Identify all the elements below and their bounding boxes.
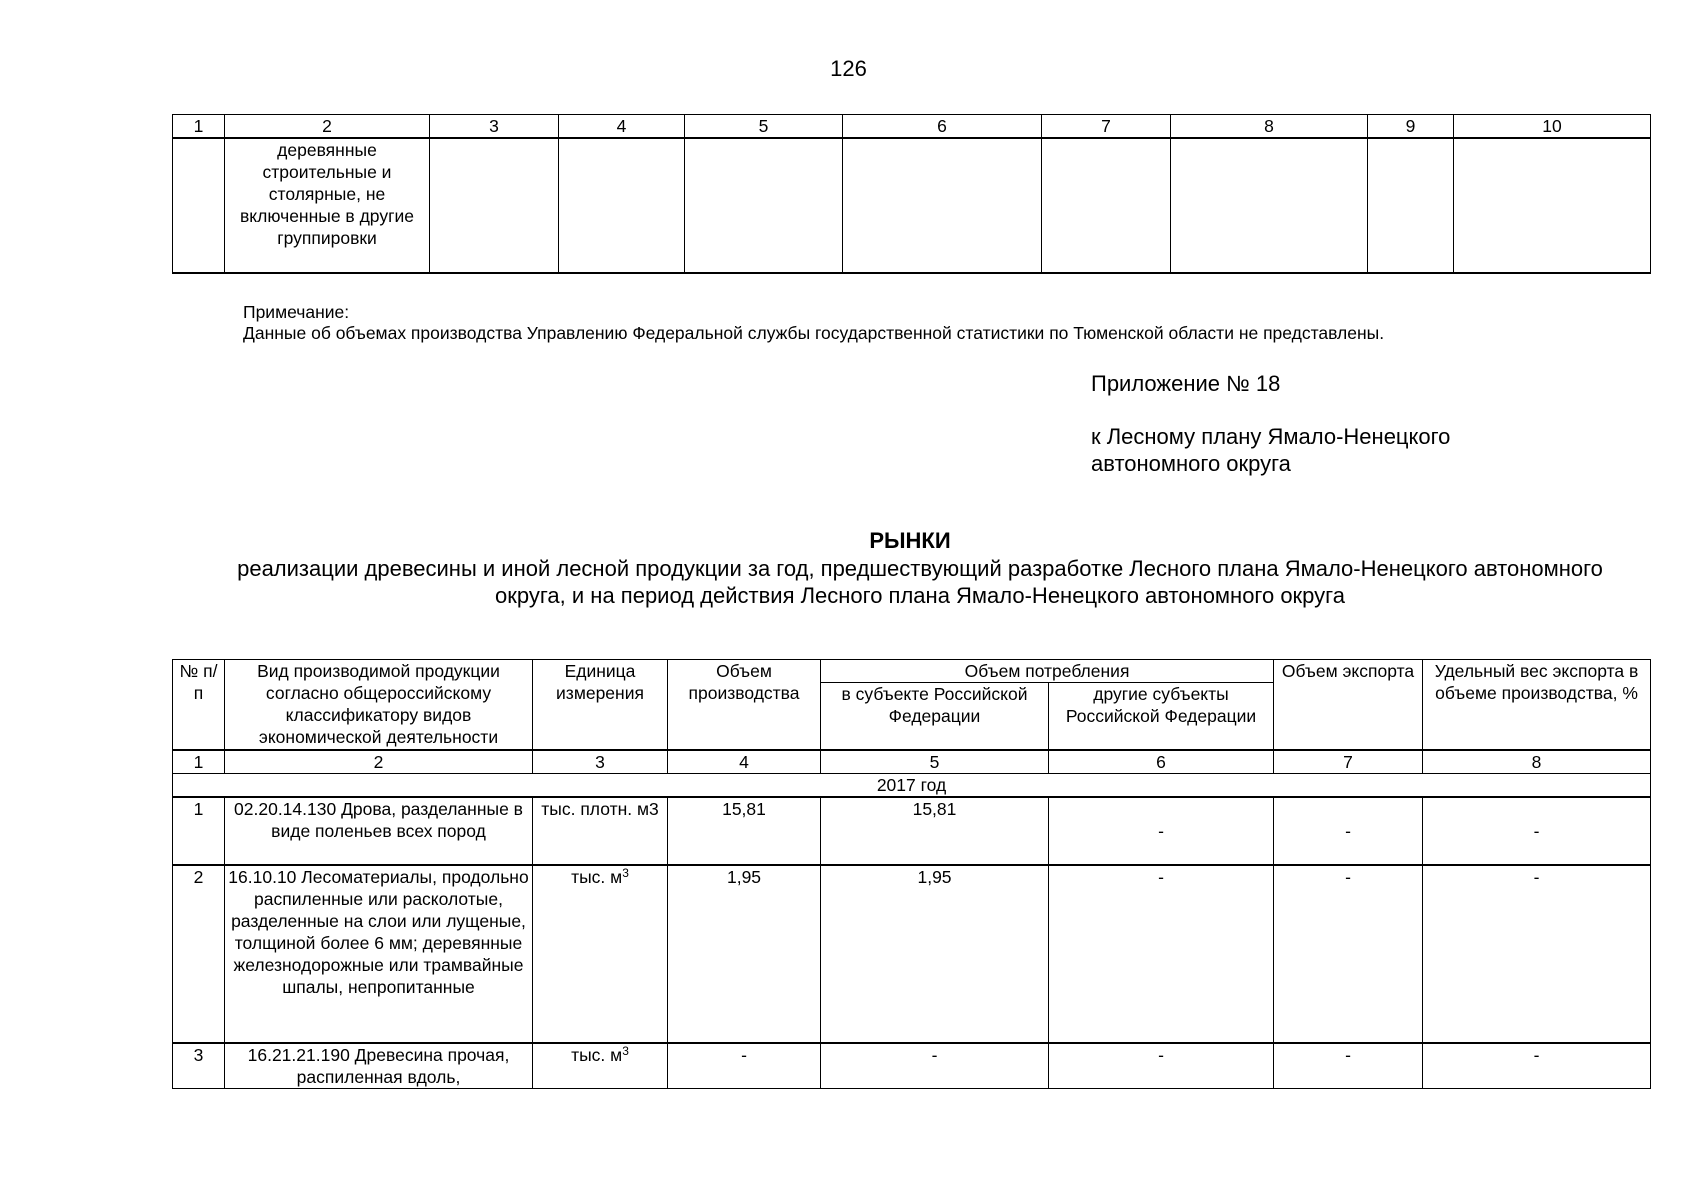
note-text: Данные об объемах производства Управлению Федеральной службы государственной статистики по Тюменской области не представлены. bbox=[243, 323, 1385, 343]
row-other-subjects: - bbox=[1049, 797, 1274, 865]
table-cell bbox=[843, 138, 1042, 273]
col-number: 3 bbox=[430, 115, 559, 139]
table-cell bbox=[430, 138, 559, 273]
col-number: 2 bbox=[225, 115, 430, 139]
unit-text: тыс. м bbox=[571, 867, 623, 887]
row-production: 1,95 bbox=[668, 865, 821, 1043]
row-num: 3 bbox=[173, 1043, 225, 1089]
row-in-subject: - bbox=[821, 1043, 1049, 1089]
row-product: 16.21.21.190 Древесина прочая, распиленная вдоль, bbox=[225, 1043, 533, 1089]
table-cell bbox=[1454, 138, 1651, 273]
table-row bbox=[173, 1043, 1651, 1089]
appendix-line: автономного округа bbox=[1091, 451, 1291, 476]
table-cell bbox=[1368, 138, 1454, 273]
row-export: - bbox=[1274, 797, 1423, 865]
row-unit bbox=[533, 865, 668, 1043]
table-cell bbox=[1042, 138, 1171, 273]
appendix-line: к Лесному плану Ямало-Ненецкого bbox=[1091, 424, 1451, 449]
col-number: 2 bbox=[225, 750, 533, 774]
appendix-number: Приложение № 18 bbox=[1091, 371, 1281, 396]
row-in-subject: 15,81 bbox=[821, 797, 1049, 865]
col-number: 8 bbox=[1171, 115, 1368, 139]
col-number: 3 bbox=[533, 750, 668, 774]
col-number: 7 bbox=[1042, 115, 1171, 139]
col-number: 7 bbox=[1274, 750, 1423, 774]
table-cell bbox=[685, 138, 843, 273]
row-export: - bbox=[1274, 865, 1423, 1043]
table-cell-product: деревянные строительные и столярные, не включенные в другие группировки bbox=[225, 138, 430, 273]
header-consumption: Объем потребления bbox=[821, 660, 1274, 683]
row-in-subject: 1,95 bbox=[821, 865, 1049, 1043]
markets-table bbox=[172, 659, 1651, 1089]
col-number: 1 bbox=[173, 750, 225, 774]
document-subtitle: реализации древесины и иной лесной продукции за год, предшествующий разработке Лесного плана Ямало-Ненецкого автономного округа, и на период действия Лесного плана Ямало-Ненецкого автономного округа bbox=[237, 556, 1603, 608]
col-number: 5 bbox=[821, 750, 1049, 774]
row-export-share: - bbox=[1423, 797, 1651, 865]
year-row: 2017 год bbox=[173, 774, 1651, 798]
row-product: 16.10.10 Лесоматериалы, продольно распиленные или расколотые, разделенные на слои или лущеные, толщиной более 6 мм; деревянные железнодорожные или трамвайные шпалы, непропитанные bbox=[225, 865, 533, 1043]
unit-superscript: 3 bbox=[622, 866, 629, 880]
row-production: 15,81 bbox=[668, 797, 821, 865]
row-export-share: - bbox=[1423, 865, 1651, 1043]
header-in-subject: в субъекте Российской Федерации bbox=[821, 683, 1049, 751]
unit-superscript: 3 bbox=[622, 1044, 629, 1058]
row-other-subjects: - bbox=[1049, 865, 1274, 1043]
row-product: 02.20.14.130 Дрова, разделанные в виде поленьев всех пород bbox=[225, 797, 533, 865]
header-product: Вид производимой продукции согласно общероссийскому классификатору видов экономической деятельности bbox=[225, 660, 533, 751]
col-number: 6 bbox=[1049, 750, 1274, 774]
col-number: 4 bbox=[559, 115, 685, 139]
header-unit: Единица измерения bbox=[533, 660, 668, 751]
page-number: 126 bbox=[830, 56, 867, 81]
row-export-share: - bbox=[1423, 1043, 1651, 1089]
continued-table bbox=[172, 114, 1651, 274]
header-export-share: Удельный вес экспорта в объеме производства, % bbox=[1423, 660, 1651, 751]
row-production: - bbox=[668, 1043, 821, 1089]
document-title: РЫНКИ bbox=[869, 528, 951, 553]
header-num: № п/п bbox=[173, 660, 225, 751]
header-production: Объем производства bbox=[668, 660, 821, 751]
row-other-subjects: - bbox=[1049, 1043, 1274, 1089]
col-number: 6 bbox=[843, 115, 1042, 139]
row-export: - bbox=[1274, 1043, 1423, 1089]
col-number: 5 bbox=[685, 115, 843, 139]
table-row bbox=[173, 797, 1651, 865]
col-number: 8 bbox=[1423, 750, 1651, 774]
row-num: 2 bbox=[173, 865, 225, 1043]
col-number: 1 bbox=[173, 115, 225, 139]
col-number: 10 bbox=[1454, 115, 1651, 139]
table-cell bbox=[1171, 138, 1368, 273]
note-label: Примечание: bbox=[243, 302, 350, 322]
header-export: Объем экспорта bbox=[1274, 660, 1423, 751]
row-num: 1 bbox=[173, 797, 225, 865]
header-other-subjects: другие субъекты Российской Федерации bbox=[1049, 683, 1274, 751]
table-row bbox=[173, 865, 1651, 1043]
col-number: 9 bbox=[1368, 115, 1454, 139]
table-cell bbox=[559, 138, 685, 273]
col-number: 4 bbox=[668, 750, 821, 774]
row-unit bbox=[533, 1043, 668, 1089]
row-unit: тыс. плотн. м3 bbox=[533, 797, 668, 865]
table-cell bbox=[173, 138, 225, 273]
unit-text: тыс. м bbox=[571, 1045, 623, 1065]
